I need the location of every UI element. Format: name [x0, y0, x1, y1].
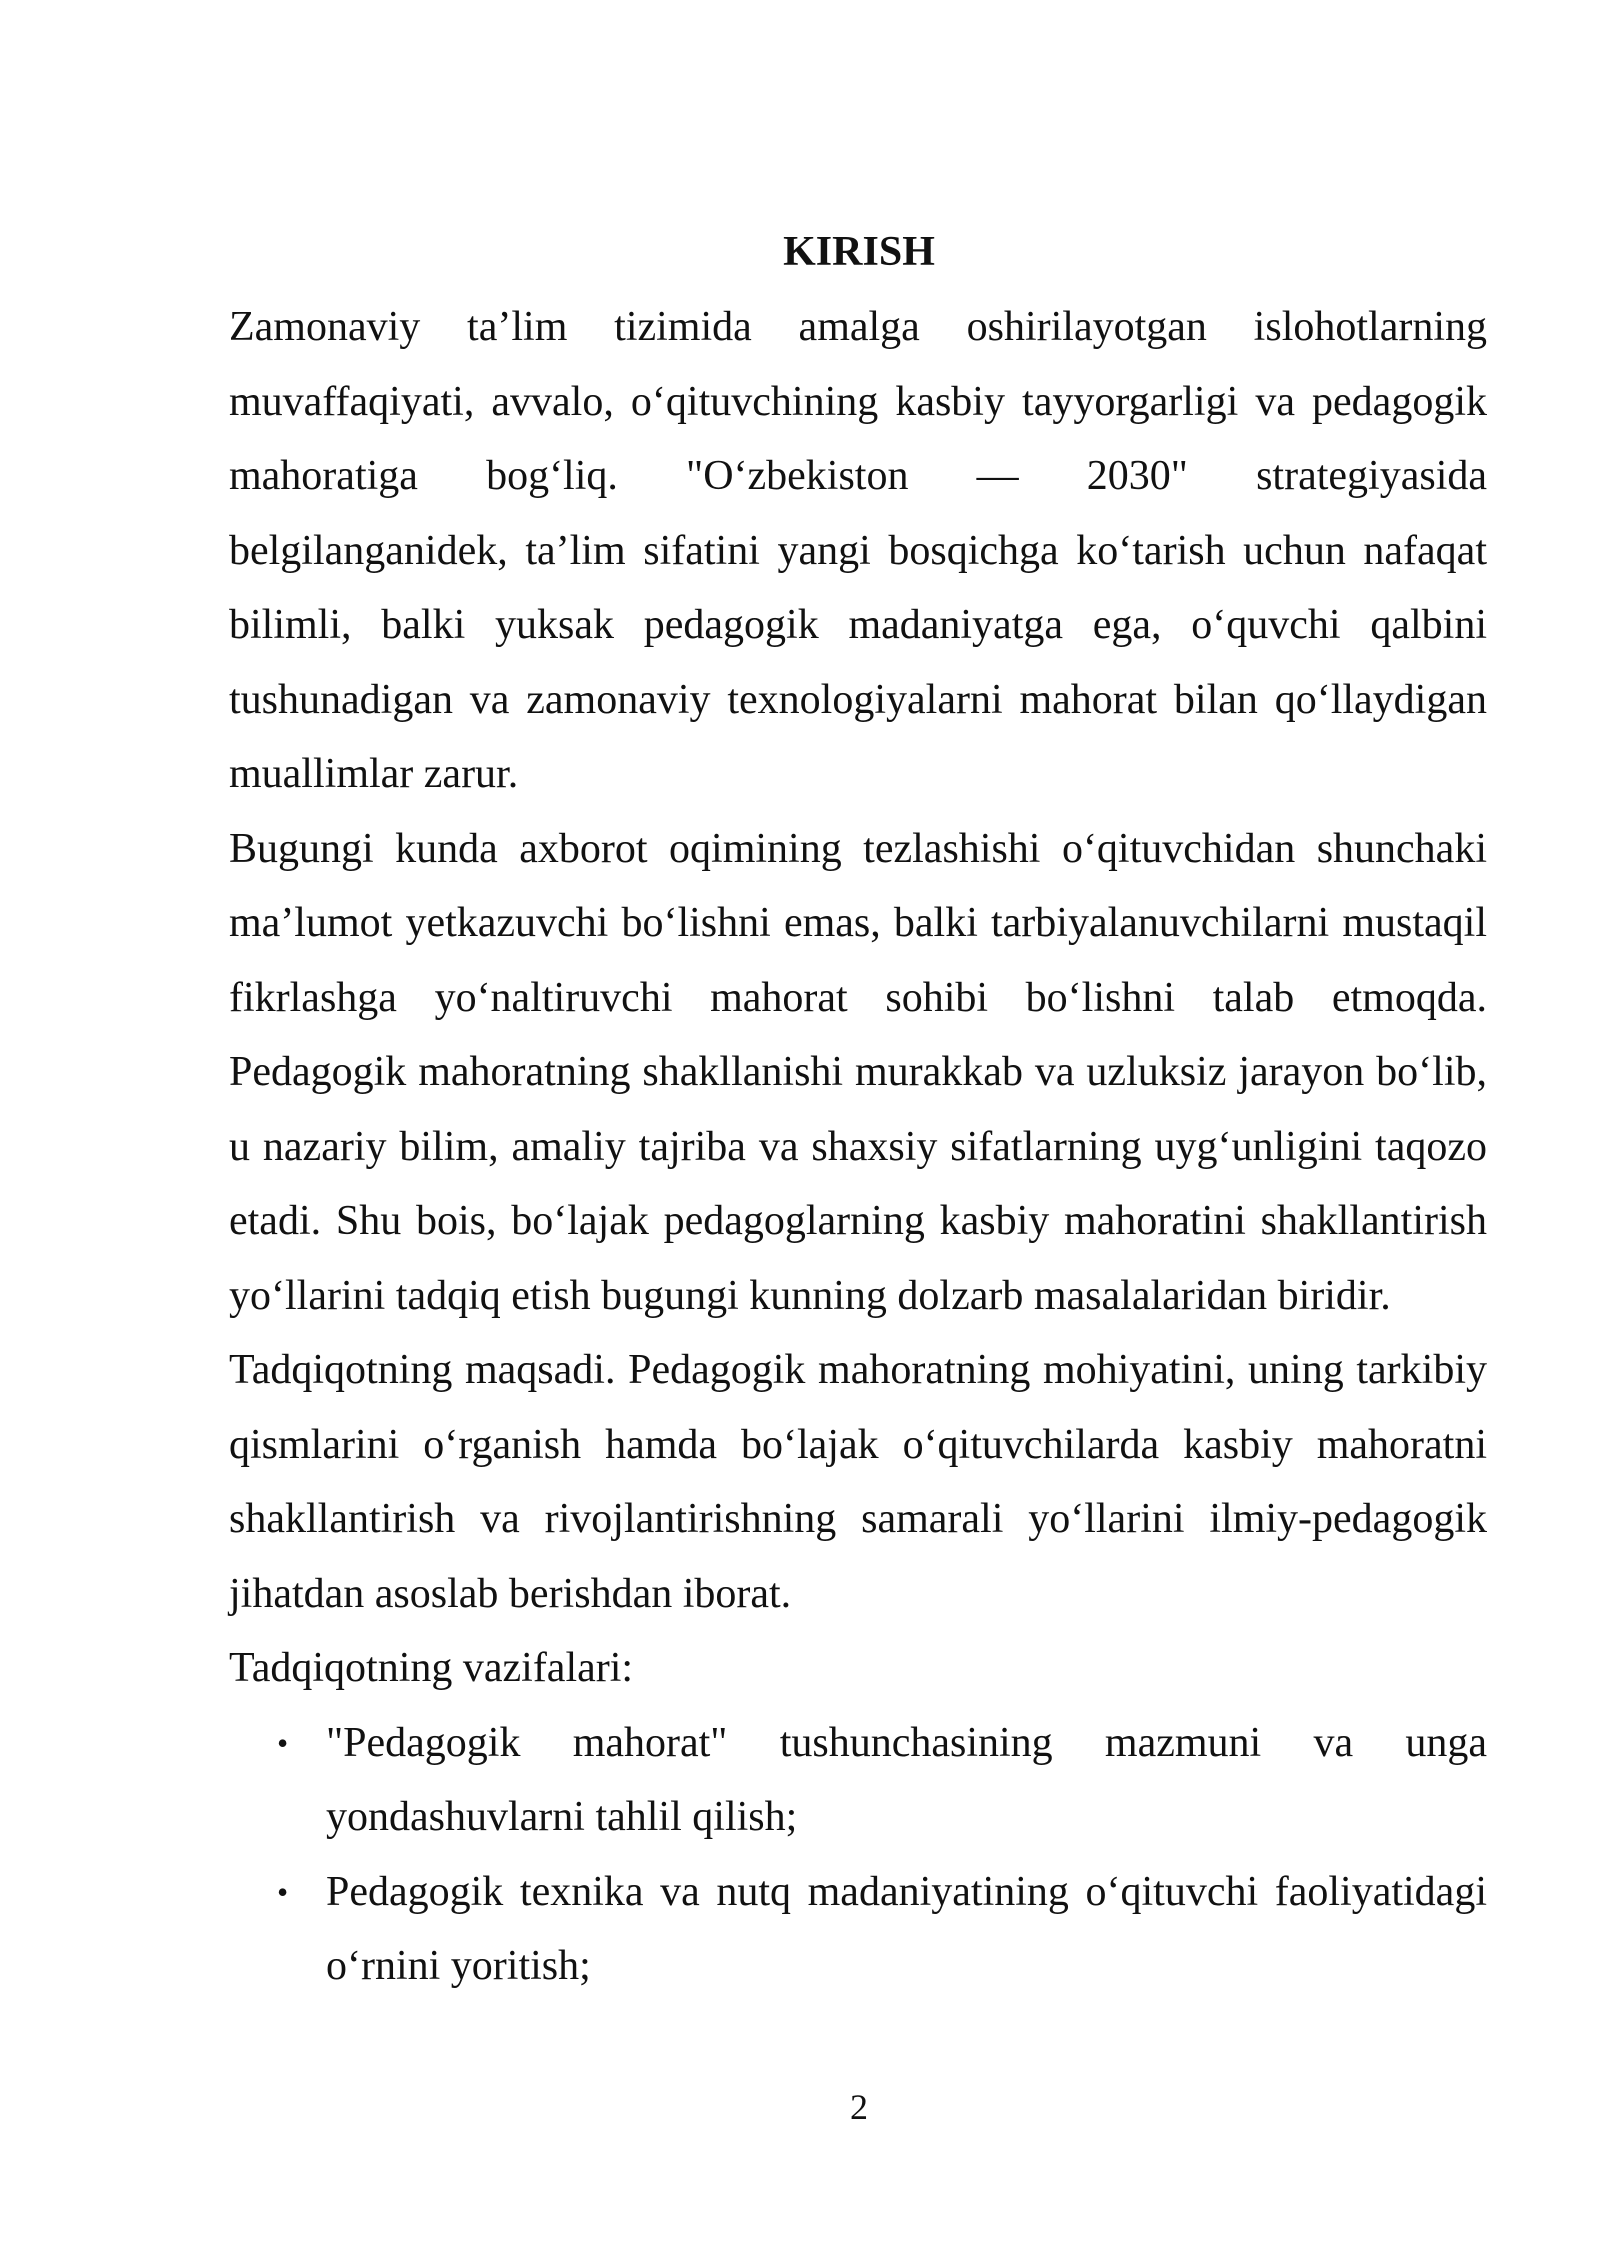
bullet-icon: •: [277, 1724, 289, 1761]
list-item: [229, 1855, 1487, 2004]
list-item-text: Pedagogik texnika va nutq madaniyatining o‘qituvchi faoliyatidagi o‘rnini yoritish;: [326, 1868, 1487, 1989]
tasks-list: [229, 1706, 1487, 2004]
page-title: KIRISH: [783, 229, 935, 275]
paragraph-tasks-heading: Tadqiqotning vazifalari:: [229, 1645, 634, 1691]
paragraph-intro: Zamonaviy ta’lim tizimida amalga oshirilayotgan islohotlarning muvaffaqiyati, avvalo, o‘qituvchining kasbiy tayyorgarligi va pedagogik mahoratiga bog‘liq. "O‘zbekiston — 2030" strategiyasida belgilanganidek, ta’lim sifatini yangi bosqichga ko‘tarish uchun nafaqat bilimli, balki yuksak pedagogik madaniyatga ega, o‘quvchi qalbini tushunadigan va zamonaviy texnologiyalarni mahorat bilan qo‘llaydigan muallimlar zarur.: [229, 304, 1487, 797]
bullet-icon: •: [277, 1873, 289, 1910]
list-item-text: "Pedagogik mahorat" tushunchasining mazmuni va unga yondashuvlarni tahlil qilish;: [326, 1719, 1487, 1840]
page-number: 2: [850, 2087, 868, 2127]
list-item: [229, 1706, 1487, 1855]
document-body: [229, 290, 1487, 2004]
paragraph-goal: Tadqiqotning maqsadi. Pedagogik mahoratning mohiyatini, uning tarkibiy qismlarini o‘rganish hamda bo‘lajak o‘qituvchilarda kasbiy mahoratni shakllantirish va rivojlantirishning samarali yo‘llarini ilmiy-pedagogik jihatdan asoslab berishdan iborat.: [229, 1347, 1487, 1617]
paragraph-relevance: Bugungi kunda axborot oqimining tezlashishi o‘qituvchidan shunchaki ma’lumot yetkazuvchi bo‘lishni emas, balki tarbiyalanuvchilarni mustaqil fikrlashga yo‘naltiruvchi mahorat sohibi bo‘lishni talab etmoqda. Pedagogik mahoratning shakllanishi murakkab va uzluksiz jarayon bo‘lib, u nazariy bilim, amaliy tajriba va shaxsiy sifatlarning uyg‘unligini taqozo etadi. Shu bois, bo‘lajak pedagoglarning kasbiy mahoratini shakllantirish yo‘llarini tadqiq etish bugungi kunning dolzarb masalalaridan biridir.: [229, 825, 1487, 1319]
